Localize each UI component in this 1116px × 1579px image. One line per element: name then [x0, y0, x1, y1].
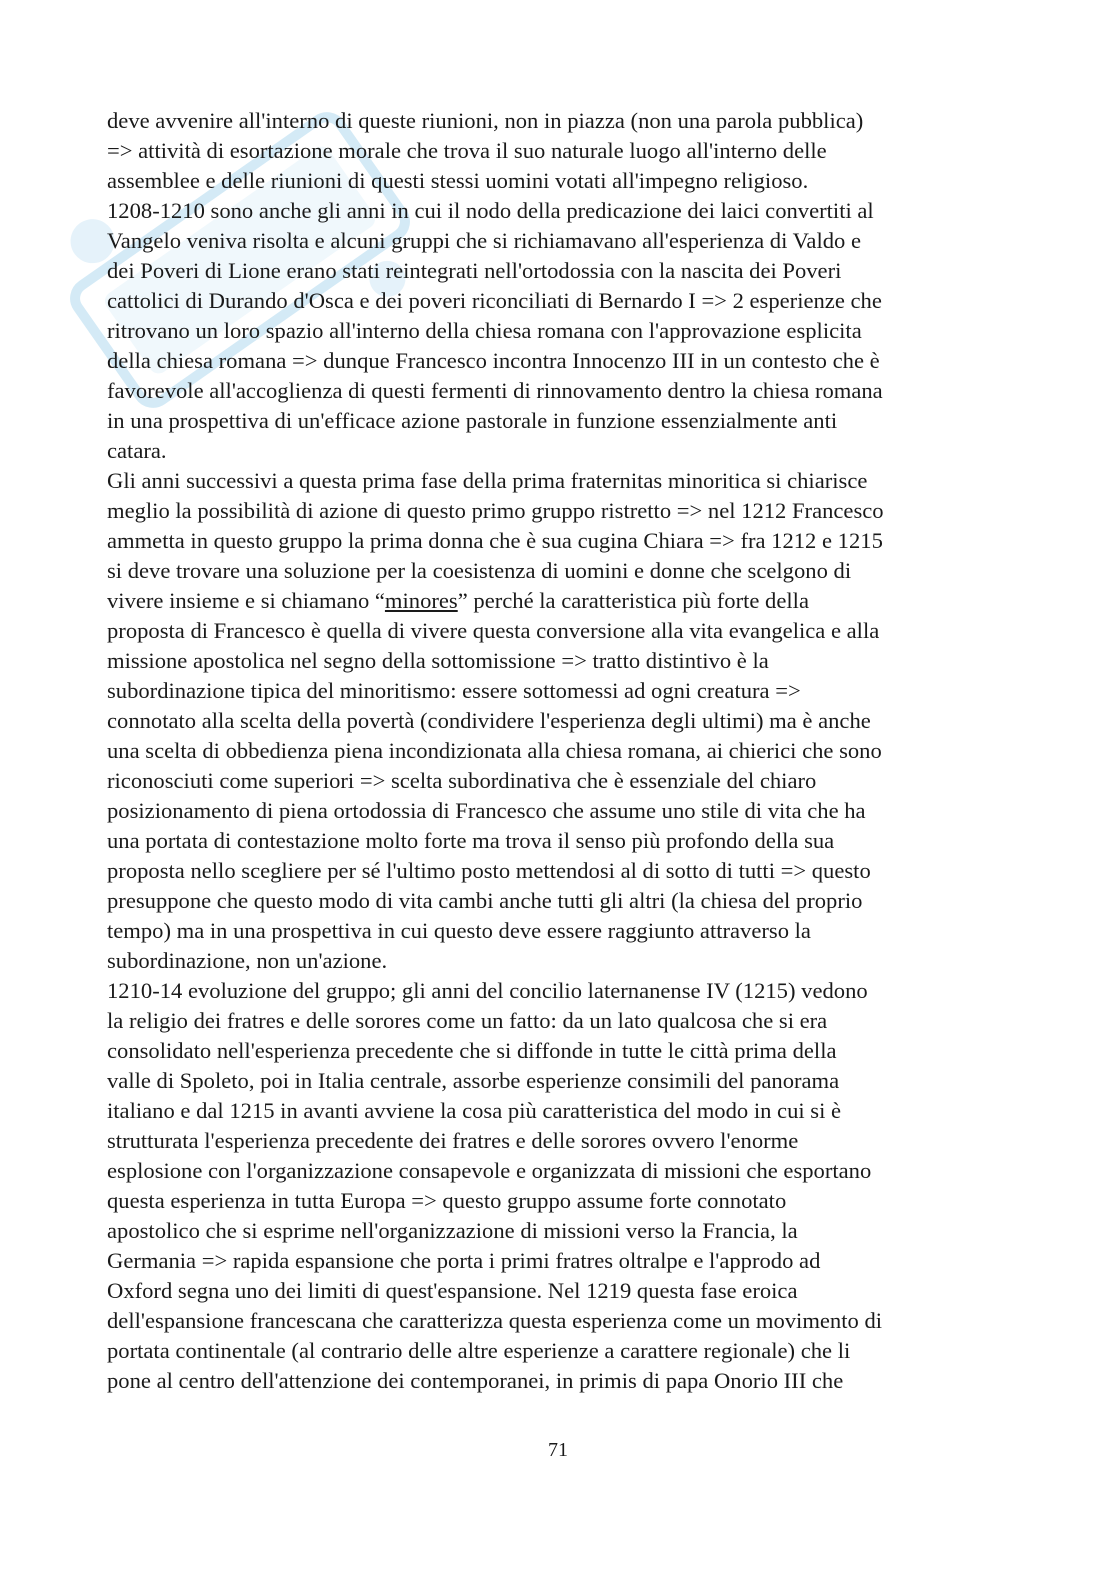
text-line: proposta nello scegliere per sé l'ultimo posto mettendosi al di sotto di tutti => questo: [107, 858, 871, 883]
text-line: valle di Spoleto, poi in Italia centrale, assorbe esperienze consimili del panorama: [107, 1068, 840, 1093]
text-line: Gli anni successivi a questa prima fase della prima fraternitas minoritica si chiarisce: [107, 468, 868, 493]
text-line: la religio dei fratres e delle sorores come un fatto: da un lato qualcosa che si era: [107, 1008, 828, 1033]
text-line: dei Poveri di Lione erano stati reintegrati nell'ortodossia con la nascita dei Poveri: [107, 258, 842, 283]
text-line: subordinazione, non un'azione.: [107, 948, 388, 973]
text-line: tempo) ma in una prospettiva in cui questo deve essere raggiunto attraverso la: [107, 918, 811, 943]
text-line: [107, 586, 1009, 616]
text-line: Vangelo veniva risolta e alcuni gruppi che si richiamavano all'esperienza di Valdo e: [107, 228, 861, 253]
text-line: posizionamento di piena ortodossia di Francesco che assume uno stile di vita che ha: [107, 798, 866, 823]
text-line: consolidato nell'esperienza precedente che si diffonde in tutte le città prima della: [107, 1038, 837, 1063]
text-line: una portata di contestazione molto forte ma trova il senso più profondo della sua: [107, 828, 835, 853]
text-line: 1208-1210 sono anche gli anni in cui il nodo della predicazione dei laici convertiti al: [107, 198, 874, 223]
page-number: 71: [548, 1439, 568, 1461]
text-line: una scelta di obbedienza piena incondizionata alla chiesa romana, ai chierici che sono: [107, 738, 882, 763]
text-line: 1210-14 evoluzione del gruppo; gli anni del concilio laternanense IV (1215) vedono: [107, 978, 868, 1003]
text-line: ritrovano un loro spazio all'interno della chiesa romana con l'approvazione esplicita: [107, 318, 862, 343]
text-line: italiano e dal 1215 in avanti avviene la cosa più caratteristica del modo in cui si è: [107, 1098, 842, 1123]
text-segment: vivere insieme e si chiamano “: [107, 588, 385, 613]
text-line: riconosciuti come superiori => scelta subordinativa che è essenziale del chiaro: [107, 768, 817, 793]
text-line: si deve trovare una soluzione per la coesistenza di uomini e donne che scelgono di: [107, 558, 852, 583]
text-line: strutturata l'esperienza precedente dei fratres e delle sorores ovvero l'enorme: [107, 1128, 799, 1153]
text-line: proposta di Francesco è quella di vivere questa conversione alla vita evangelica e alla: [107, 618, 880, 643]
text-line: assemblee e delle riunioni di questi stessi uomini votati all'impegno religioso.: [107, 168, 809, 193]
text-line: presuppone che questo modo di vita cambi anche tutti gli altri (la chiesa del proprio: [107, 888, 863, 913]
text-line: cattolici di Durando d'Osca e dei poveri riconciliati di Bernardo I => 2 esperienze che: [107, 288, 882, 313]
text-line: Germania => rapida espansione che porta i primi fratres oltralpe e l'approdo ad: [107, 1248, 821, 1273]
text-line: deve avvenire all'interno di queste riunioni, non in piazza (non una parola pubblica): [107, 108, 864, 133]
text-line: apostolico che si esprime nell'organizzazione di missioni verso la Francia, la: [107, 1218, 798, 1243]
text-line: ammetta in questo gruppo la prima donna che è sua cugina Chiara => fra 1212 e 1215: [107, 528, 883, 553]
text-line: pone al centro dell'attenzione dei contemporanei, in primis di papa Onorio III che: [107, 1368, 844, 1393]
underlined-term: minores: [384, 588, 458, 613]
text-segment: ” perché la caratteristica più forte della: [457, 588, 809, 613]
text-line: della chiesa romana => dunque Francesco incontra Innocenzo III in un contesto che è: [107, 348, 880, 373]
text-line: favorevole all'accoglienza di questi fermenti di rinnovamento dentro la chiesa romana: [107, 378, 883, 403]
text-line: Oxford segna uno dei limiti di quest'espansione. Nel 1219 questa fase eroica: [107, 1278, 798, 1303]
text-line: esplosione con l'organizzazione consapevole e organizzata di missioni che esportano: [107, 1158, 872, 1183]
text-line: questa esperienza in tutta Europa => questo gruppo assume forte connotato: [107, 1188, 787, 1213]
text-line: meglio la possibilità di azione di questo primo gruppo ristretto => nel 1212 Francesco: [107, 498, 884, 523]
text-line: => attività di esortazione morale che trova il suo naturale luogo all'interno delle: [107, 138, 827, 163]
text-line: subordinazione tipica del minoritismo: essere sottomessi ad ogni creatura =>: [107, 678, 801, 703]
text-line: connotato alla scelta della povertà (condividere l'esperienza degli ultimi) ma è anche: [107, 708, 871, 733]
text-line: missione apostolica nel segno della sottomissione => tratto distintivo è la: [107, 648, 769, 673]
text-line: catara.: [107, 438, 167, 463]
text-line: in una prospettiva di un'efficace azione pastorale in funzione essenzialmente anti: [107, 408, 838, 433]
text-line: portata continentale (al contrario delle altre esperienze a carattere regionale) che li: [107, 1338, 851, 1363]
page-body-text: [107, 106, 1009, 1396]
text-line: dell'espansione francescana che caratterizza questa esperienza come un movimento di: [107, 1308, 883, 1333]
